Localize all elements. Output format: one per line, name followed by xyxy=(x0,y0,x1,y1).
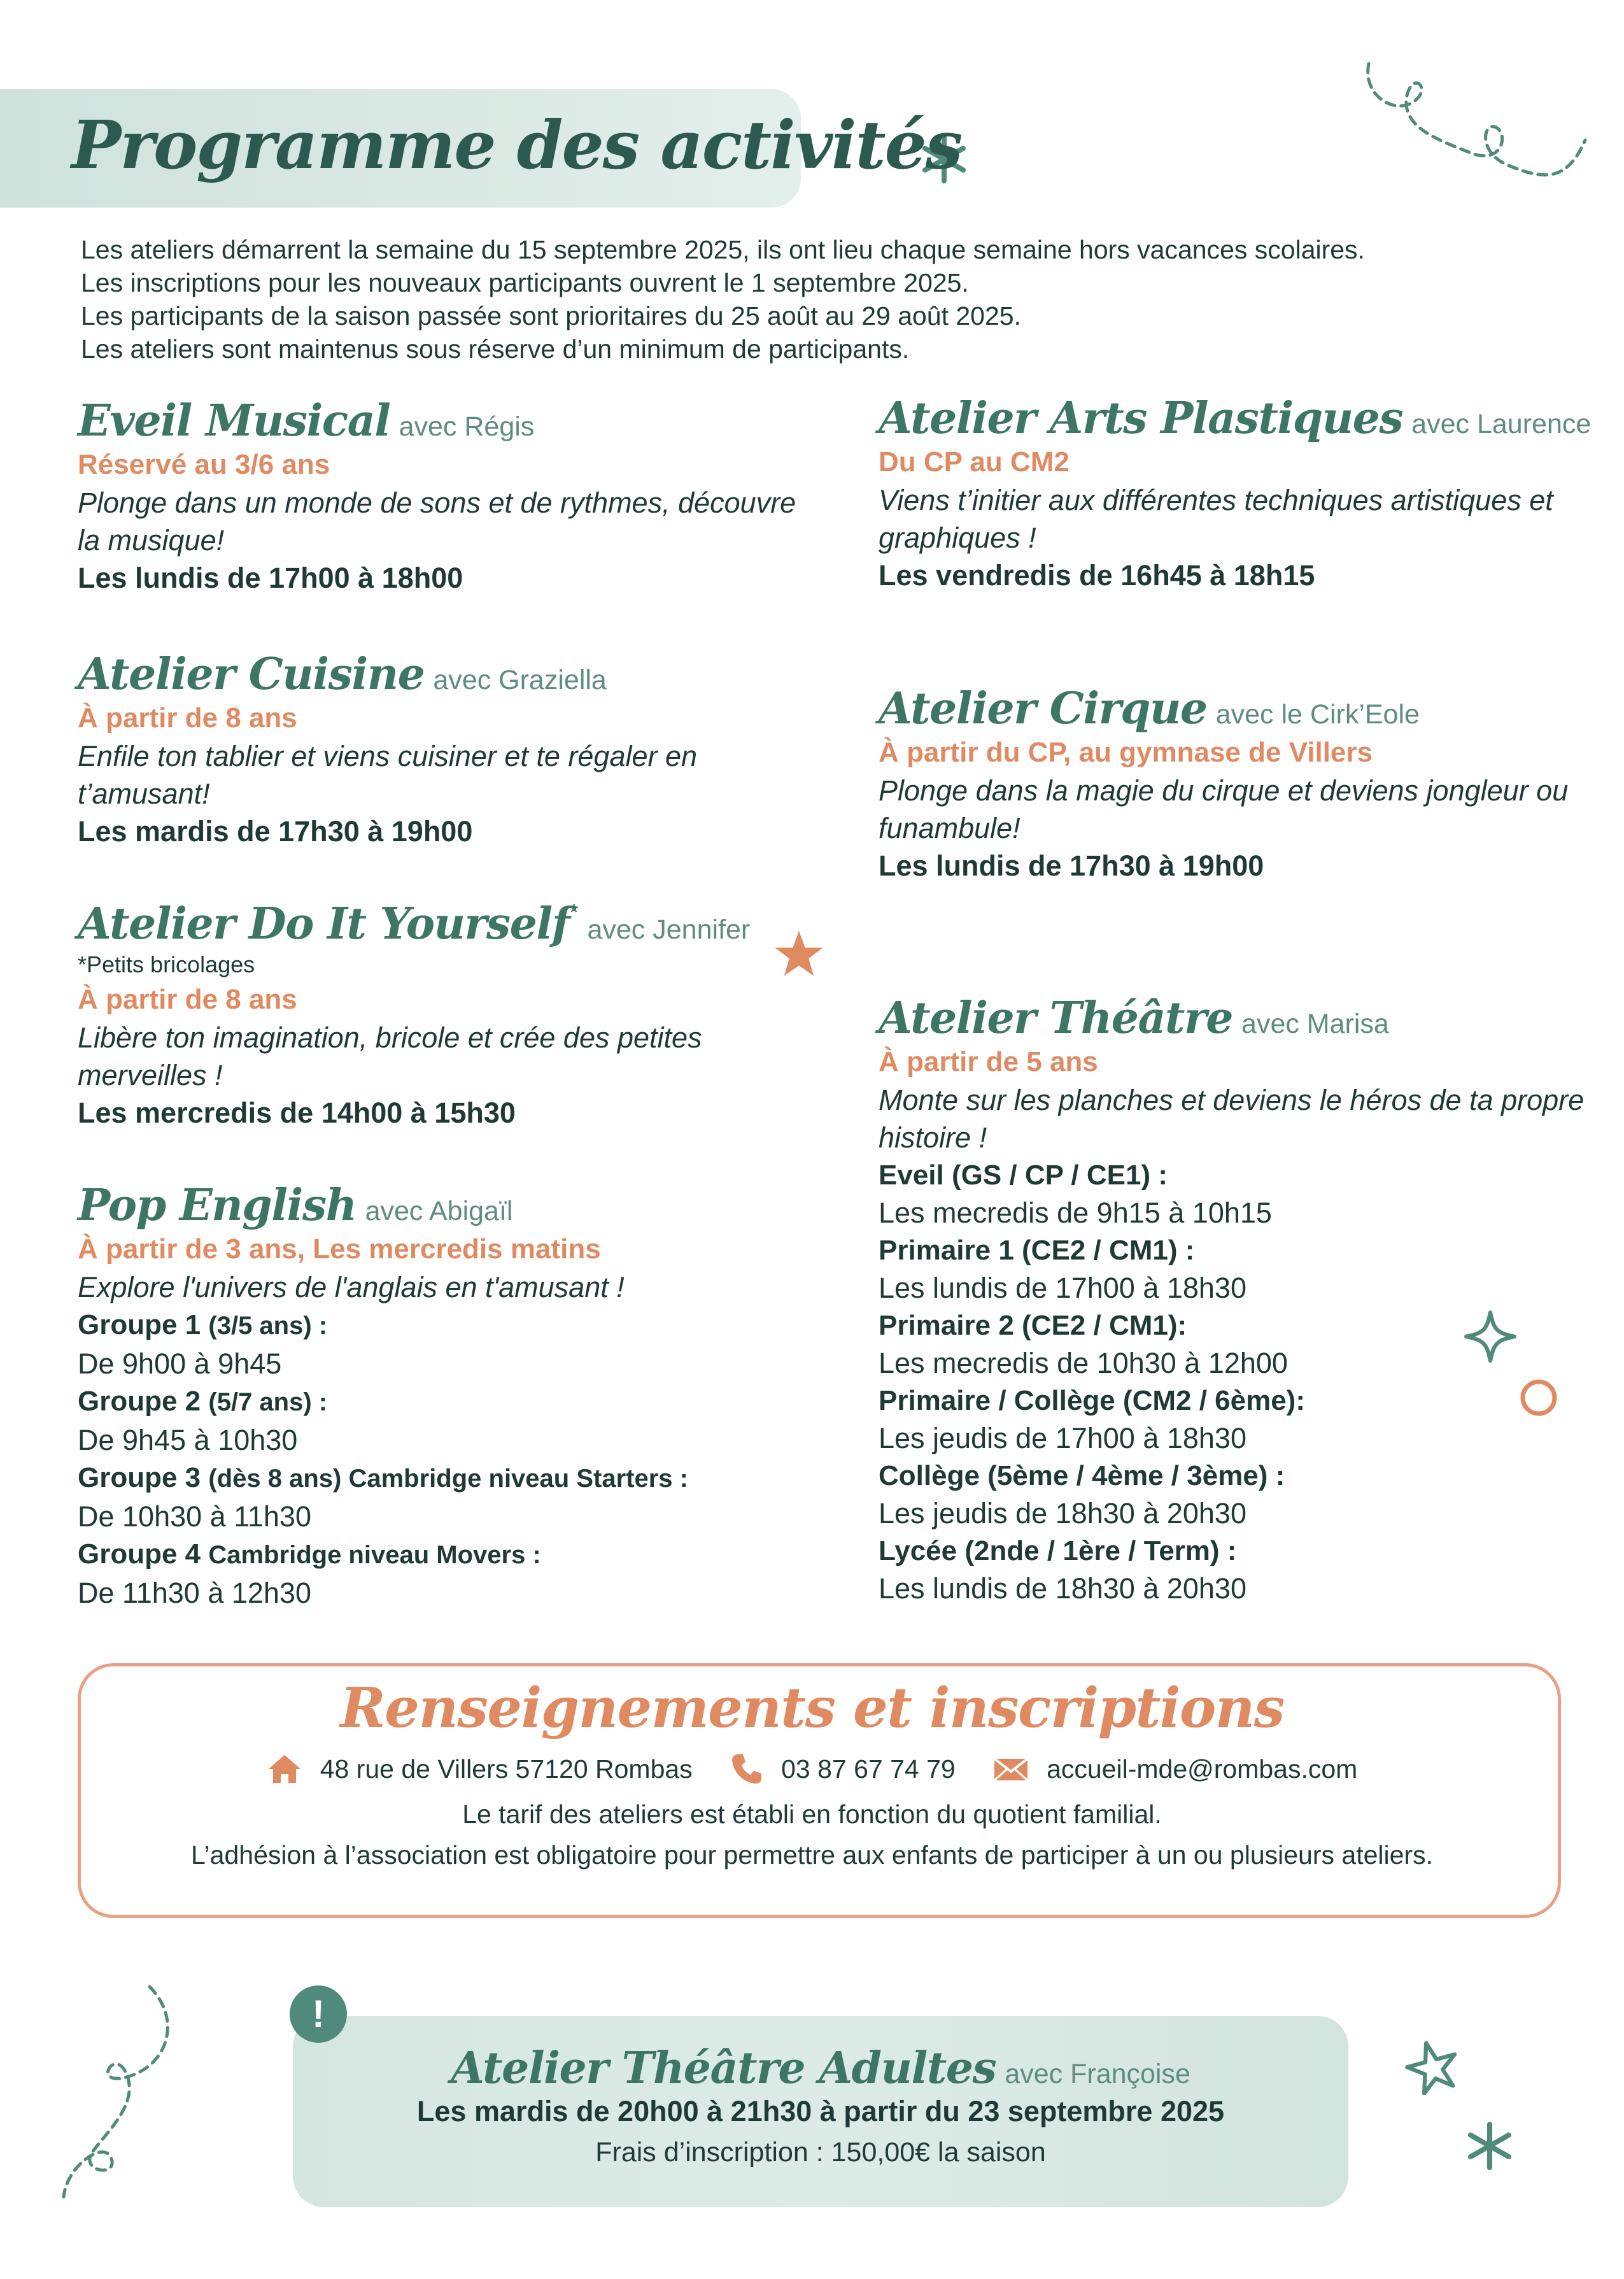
group-detail: (3/5 ans) : xyxy=(208,1312,328,1340)
group-time: De 11h30 à 12h30 xyxy=(78,1577,311,1610)
activity-title: Eveil Musical xyxy=(78,395,390,446)
level-time: Les jeudis de 17h00 à 18h30 xyxy=(879,1422,1246,1455)
activity-age: Réservé au 3/6 ans xyxy=(78,449,330,481)
group-name: Groupe 2 xyxy=(78,1386,201,1417)
activity-age: À partir du CP, au gymnase de Villers xyxy=(879,737,1373,769)
mail-icon xyxy=(993,1756,1029,1782)
activity-schedule: Les vendredis de 16h45 à 18h15 xyxy=(879,559,1315,592)
group-detail: Cambridge niveau Movers : xyxy=(208,1541,541,1570)
intro-line: Les inscriptions pour les nouveaux participants ouvrent le 1 septembre 2025. xyxy=(81,268,969,297)
activity-description: Libère ton imagination, bricole et crée des petites merveilles ! xyxy=(78,1021,702,1092)
activity-instructor: avec Régis xyxy=(399,411,535,442)
phone-text: 03 87 67 74 79 xyxy=(781,1754,956,1784)
activity-age: Du CP au CM2 xyxy=(879,446,1070,478)
info-adhesion-line: L’adhésion à l’association est obligatoire pour permettre aux enfants de participer à un ou plusieurs ateliers. xyxy=(191,1840,1433,1870)
alert-icon: ! xyxy=(290,1985,347,2043)
activity-title: Pop English xyxy=(78,1180,357,1231)
info-title: Renseignements et inscriptions xyxy=(340,1676,1284,1740)
level-label: Lycée (2nde / 1ère / Term) : xyxy=(879,1535,1237,1567)
activity-instructor: avec Abigaïl xyxy=(365,1196,513,1226)
decorative-swirl-bottom-left xyxy=(54,1980,181,2210)
group-label xyxy=(78,1306,810,1345)
activity-age: À partir de 3 ans, Les mercredis matins xyxy=(78,1233,601,1265)
contact-address xyxy=(267,1753,693,1785)
page-title: Programme des activités xyxy=(71,106,962,184)
activity-age: À partir de 8 ans xyxy=(78,702,297,734)
activity-instructor: avec le Cirk’Eole xyxy=(1215,699,1420,730)
group-time: De 10h30 à 11h30 xyxy=(78,1500,311,1533)
level-time: Les mecredis de 10h30 à 12h00 xyxy=(879,1347,1288,1380)
activity-instructor: avec Jennifer xyxy=(587,914,751,945)
activity-schedule: Les mercredis de 14h00 à 15h30 xyxy=(78,1097,516,1130)
intro-text xyxy=(81,233,1564,366)
level-label: Eveil (GS / CP / CE1) : xyxy=(879,1160,1168,1191)
level-label: Primaire 2 (CE2 / CM1): xyxy=(879,1310,1187,1342)
group-label xyxy=(78,1459,810,1498)
activity-description: Explore l'univers de l'anglais en t'amusant ! xyxy=(78,1271,625,1304)
activity-schedule: Les lundis de 17h00 à 18h00 xyxy=(78,562,463,595)
activity-heading xyxy=(879,684,1611,734)
home-icon xyxy=(267,1753,302,1785)
group-detail: (5/7 ans) : xyxy=(208,1388,328,1417)
star-outline-icon xyxy=(1404,2038,1461,2095)
activity-description: Viens t’initier aux différentes techniques artistiques et graphiques ! xyxy=(879,484,1553,555)
activity-description: Plonge dans un monde de sons et de rythmes, découvre la musique! xyxy=(78,486,796,557)
activity-heading xyxy=(78,1181,810,1230)
group-time: De 9h00 à 9h45 xyxy=(78,1347,282,1381)
activity-description: Plonge dans la magie du cirque et deviens jongleur ou funambule! xyxy=(879,774,1569,845)
activity-age: À partir de 5 ans xyxy=(879,1046,1098,1078)
adult-fee: Frais d’inscription : 150,00€ la saison xyxy=(595,2137,1046,2168)
intro-line: Les ateliers démarrent la semaine du 15 septembre 2025, ils ont lieu chaque semaine hors vacances scolaires. xyxy=(81,235,1365,264)
group-name: Groupe 1 xyxy=(78,1309,201,1341)
adult-instructor: avec Françoise xyxy=(1005,2059,1190,2089)
activity-heading xyxy=(879,394,1611,443)
activity-eveil-musical xyxy=(78,396,810,597)
address-text: 48 rue de Villers 57120 Rombas xyxy=(320,1754,693,1784)
activity-schedule: Les mardis de 17h30 à 19h00 xyxy=(78,815,473,848)
adult-heading xyxy=(293,2043,1348,2094)
activity-title: Atelier Arts Plastiques xyxy=(879,393,1403,444)
activity-heading xyxy=(78,899,810,949)
intro-line: Les participants de la saison passée sont prioritaires du 25 août au 29 août 2025. xyxy=(81,301,1021,330)
group-name: Groupe 4 xyxy=(78,1538,201,1570)
activity-age: À partir de 8 ans xyxy=(78,984,297,1016)
level-time: Les mecredis de 9h15 à 10h15 xyxy=(879,1196,1272,1230)
activity-heading xyxy=(78,396,810,446)
contact-row xyxy=(0,1752,1624,1786)
activity-instructor: avec Marisa xyxy=(1241,1009,1389,1039)
activity-title: Atelier Do It Yourself xyxy=(78,898,570,949)
activity-heading xyxy=(879,993,1611,1043)
activity-heading xyxy=(78,650,810,699)
activity-do-it-yourself xyxy=(78,899,810,1132)
activity-instructor: avec Graziella xyxy=(433,665,607,695)
level-time: Les lundis de 17h00 à 18h30 xyxy=(879,1272,1246,1305)
group-label xyxy=(78,1382,810,1421)
level-label: Primaire 1 (CE2 / CM1) : xyxy=(879,1235,1195,1267)
activity-title: Atelier Théâtre xyxy=(879,993,1233,1044)
activity-cirque xyxy=(879,684,1611,885)
activity-instructor: avec Laurence xyxy=(1411,409,1592,439)
activity-title: Atelier Cuisine xyxy=(78,649,425,700)
intro-line: Les ateliers sont maintenus sous réserve d’un minimum de participants. xyxy=(81,334,910,364)
activity-footnote: *Petits bricolages xyxy=(78,951,255,978)
email-text: accueil-mde@rombas.com xyxy=(1047,1754,1358,1784)
phone-icon xyxy=(730,1752,763,1786)
group-detail: (dès 8 ans) Cambridge niveau Starters : xyxy=(208,1465,688,1493)
group-name: Groupe 3 xyxy=(78,1462,201,1494)
info-tarif-line: Le tarif des ateliers est établi en fonction du quotient familial. xyxy=(462,1800,1162,1829)
activity-description: Monte sur les planches et deviens le héros de ta propre histoire ! xyxy=(879,1084,1585,1154)
activity-arts-plastiques xyxy=(879,394,1611,595)
activity-cuisine xyxy=(78,650,810,851)
contact-phone[interactable] xyxy=(730,1752,956,1786)
activity-description: Enfile ton tablier et viens cuisiner et te régaler en t’amusant! xyxy=(78,740,698,811)
group-label xyxy=(78,1535,810,1574)
level-label: Collège (5ème / 4ème / 3ème) : xyxy=(879,1460,1285,1492)
activity-theatre xyxy=(879,993,1611,1607)
activity-title: Atelier Cirque xyxy=(879,683,1207,734)
level-label: Primaire / Collège (CM2 / 6ème): xyxy=(879,1385,1305,1417)
group-time: De 9h45 à 10h30 xyxy=(78,1424,298,1457)
adult-title: Atelier Théâtre Adultes xyxy=(451,2043,996,2094)
decorative-swirl-top-right xyxy=(1350,57,1604,197)
level-time: Les lundis de 18h30 à 20h30 xyxy=(879,1572,1246,1605)
adult-schedule: Les mardis de 20h00 à 21h30 à partir du 23 septembre 2025 xyxy=(416,2095,1225,2127)
level-time: Les jeudis de 18h30 à 20h30 xyxy=(879,1497,1246,1530)
activity-pop-english xyxy=(78,1181,810,1612)
activity-schedule: Les lundis de 17h30 à 19h00 xyxy=(879,849,1264,883)
contact-email[interactable] xyxy=(993,1754,1357,1784)
asterisk-icon xyxy=(1464,2120,1515,2171)
activity-footnote-mark: * xyxy=(569,899,579,925)
